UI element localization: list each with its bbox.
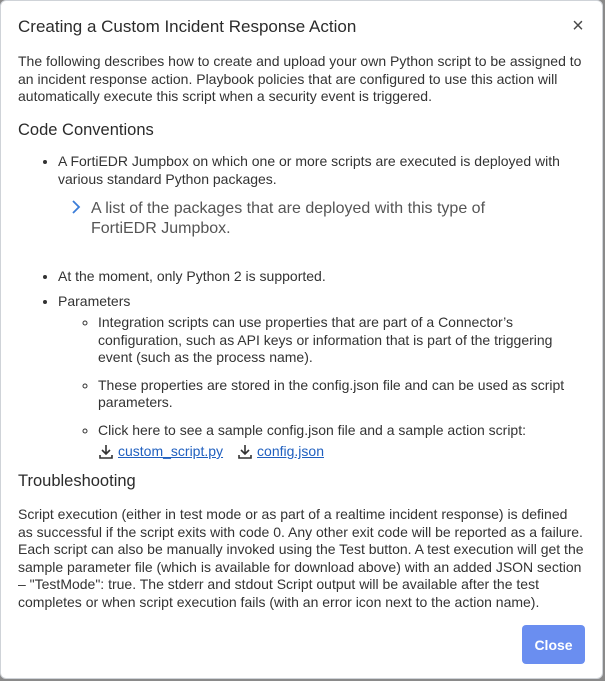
packages-expander[interactable] <box>71 199 586 238</box>
list-item <box>58 293 586 461</box>
code-conventions-list <box>18 153 586 461</box>
download-links <box>98 443 586 461</box>
list-item <box>58 153 586 238</box>
custom-script-download-link[interactable] <box>98 443 223 461</box>
jumpbox-text: A FortiEDR Jumpbox on which one or more scripts are executed is deployed with various standard Python packages. <box>58 153 560 187</box>
parameters-sublist <box>58 314 586 461</box>
config-json-link-label: config.json <box>257 443 324 459</box>
download-icon <box>98 444 114 460</box>
code-conventions-heading: Code Conventions <box>18 121 154 139</box>
list-item <box>98 422 586 461</box>
dialog-title: Creating a Custom Incident Response Action <box>18 17 357 36</box>
chevron-right-icon <box>71 199 83 221</box>
list-item: • At the moment, only Python 2 is supported. <box>58 268 586 286</box>
config-json-download-link[interactable] <box>237 443 324 461</box>
intro-text: The following describes how to create and upload your own Python script to be assigned to an incident response action. Playbook policies that are configured to use this action will automatically execute this script when a security event is triggered. <box>18 53 582 104</box>
download-icon <box>237 444 253 460</box>
troubleshooting-text: Script execution (either in test mode or as part of a realtime incident response) is defined as successful if the script exits with code 0. Any other exit code will be reported as a failure. Each script can also be manually invoked using the Test button. A test execution will get the sample parameter file (which is available for download above) with an added JSON section – "TestMode": true. The stderr and stdout Script output will be available after the test completes or when script execution fails (with an error icon next to the action name). <box>18 506 584 610</box>
troubleshooting-heading: Troubleshooting <box>18 472 136 490</box>
sample-files-text: Click here to see a sample config.json file and a sample action script: <box>98 421 526 438</box>
parameters-label: Parameters <box>58 292 131 309</box>
list-item: ◦ These properties are stored in the config.json file and can be used as script parameters. <box>98 377 586 412</box>
custom-script-link-label: custom_script.py <box>118 443 224 459</box>
close-icon[interactable]: × <box>572 15 584 37</box>
close-button[interactable]: Close <box>522 625 585 664</box>
list-item: ◦ Integration scripts can use properties that are part of a Connector’s configuration, such as API keys or information that is part of the triggering event (such as the process name). <box>98 314 586 367</box>
packages-expander-label: A list of the packages that are deployed with this type of FortiEDR Jumpbox. <box>91 200 486 237</box>
